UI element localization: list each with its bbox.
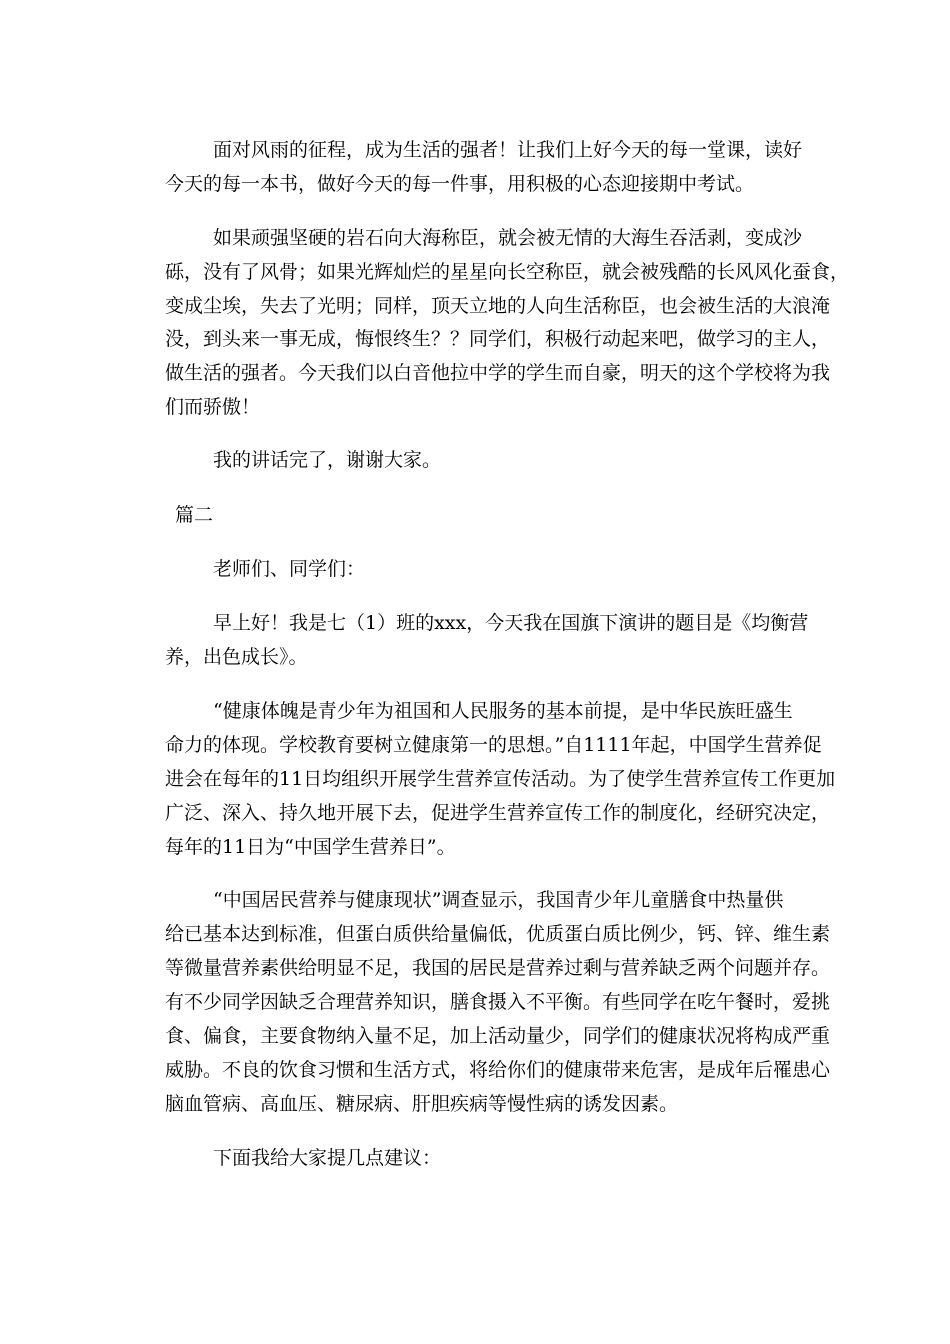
text-line: 威胁。不良的饮食习惯和生活方式，将给你们的健康带来危害，是成年后罹患心 bbox=[165, 1059, 831, 1081]
text-line: 们而骄傲！ bbox=[165, 396, 261, 418]
text-line: 命力的体现。学校教育要树立健康第一的思想。”自1111年起，中国学生营养促 bbox=[165, 734, 822, 756]
text-line: 如果顽强坚硬的岩石向大海称臣，就会被无情的大海生吞活剥，变成沙 bbox=[213, 227, 803, 249]
text-line: 养，出色成长》。 bbox=[165, 646, 308, 668]
text-line: 下面我给大家提几点建议： bbox=[213, 1147, 442, 1169]
text-line: 砾，没有了风骨；如果光辉灿烂的星星向长空称臣，就会被残酷的长风风化蚕食， bbox=[165, 261, 850, 283]
text-line: 今天的每一本书，做好今天的每一件事，用积极的心态迎接期中考试。 bbox=[165, 173, 755, 195]
text-line: 篇二 bbox=[175, 504, 214, 526]
text-line: 进会在每年的11日均组织开展学生营养宣传活动。为了使学生营养宣传工作更加 bbox=[165, 768, 836, 790]
text-line: 早上好！我是七（1）班的xxx，今天我在国旗下演讲的题目是《均衡营 bbox=[213, 612, 809, 634]
text-line: 有不少同学因缺乏合理营养知识，膳食摄入不平衡。有些同学在吃午餐时，爱挑 bbox=[165, 991, 831, 1013]
text-line: “中国居民营养与健康现状”调查显示，我国青少年儿童膳食中热量供 bbox=[213, 889, 784, 911]
text-line: 广泛、深入、持久地开展下去，促进学生营养宣传工作的制度化，经研究决定， bbox=[165, 802, 831, 824]
text-line: 给已基本达到标准，但蛋白质供给量偏低，优质蛋白质比例少，钙、锌、维生素 bbox=[165, 923, 831, 945]
text-line: 食、偏食，主要食物纳入量不足，加上活动量少，同学们的健康状况将构成严重 bbox=[165, 1025, 831, 1047]
text-line: 脑血管病、高血压、糖尿病、肝胆疾病等慢性病的诱发因素。 bbox=[165, 1093, 679, 1115]
text-line: 等微量营养素供给明显不足，我国的居民是营养过剩与营养缺乏两个问题并存。 bbox=[165, 957, 831, 979]
text-line: 老师们、同学们： bbox=[213, 558, 366, 580]
text-line: 没，到头来一事无成，悔恨终生？？同学们，积极行动起来吧，做学习的主人， bbox=[165, 328, 831, 350]
text-line: 变成尘埃，失去了光明；同样，顶天立地的人向生活称臣，也会被生活的大浪淹 bbox=[165, 295, 831, 317]
text-line: 每年的11日为“中国学生营养日”。 bbox=[165, 836, 456, 858]
text-line: 面对风雨的征程，成为生活的强者！让我们上好今天的每一堂课，读好 bbox=[213, 139, 803, 161]
text-line: 我的讲话完了，谢谢大家。 bbox=[213, 449, 442, 471]
text-line: “健康体魄是青少年为祖国和人民服务的基本前提，是中华民族旺盛生 bbox=[213, 700, 793, 722]
text-line: 做生活的强者。今天我们以白音他拉中学的学生而自豪，明天的这个学校将为我 bbox=[165, 362, 831, 384]
